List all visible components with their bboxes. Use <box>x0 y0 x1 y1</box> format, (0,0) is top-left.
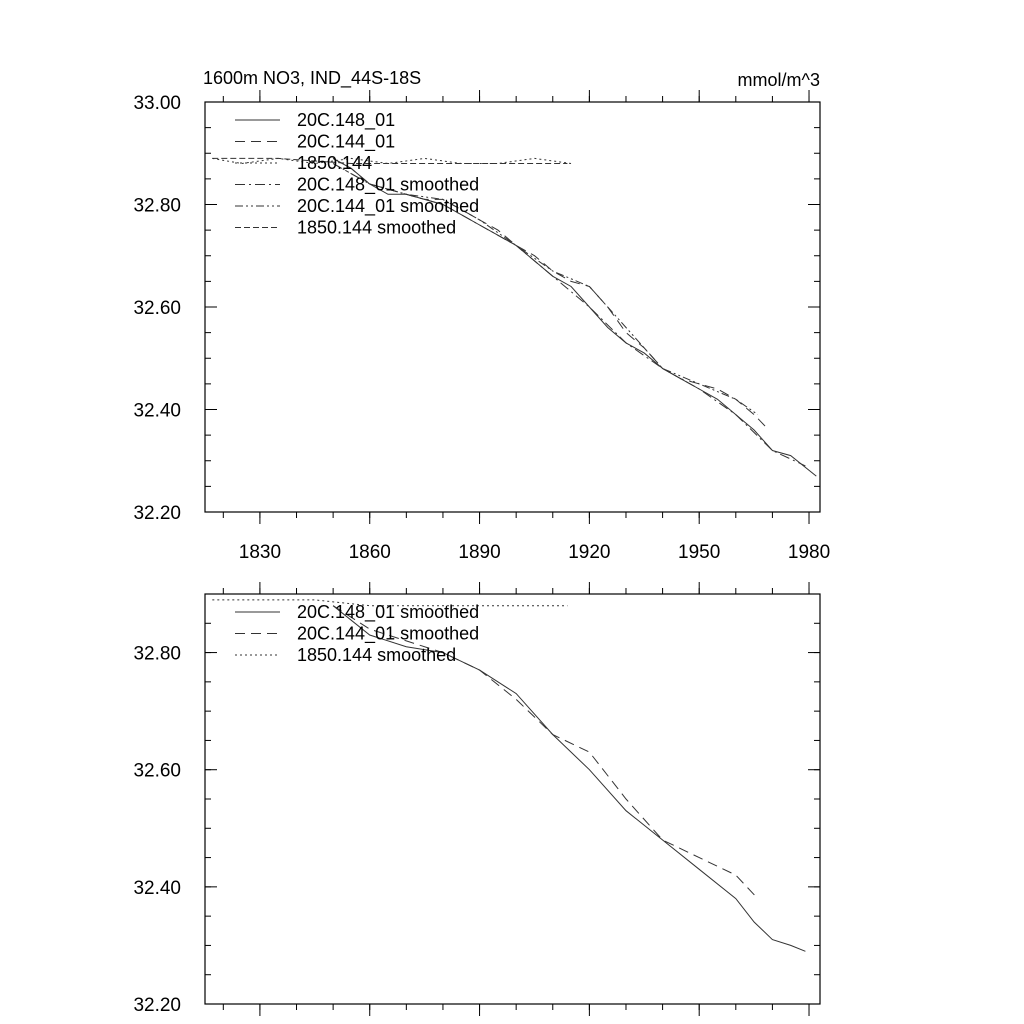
y-tick-label: 32.60 <box>133 760 181 782</box>
y-tick-label: 32.60 <box>133 298 181 319</box>
chart-title: 1600m NO3, IND_44S-18S <box>203 68 422 88</box>
x-tick-label: 1920 <box>568 542 611 563</box>
y-tick-label: 32.20 <box>133 503 181 524</box>
y-tick-label: 32.80 <box>133 195 181 217</box>
x-tick-label: 1950 <box>678 542 721 563</box>
legend-label: 20C.144_01 <box>297 131 396 152</box>
y-tick-label: 32.40 <box>133 400 181 422</box>
y-tick-label: 33.00 <box>133 93 181 114</box>
legend-label: 1850.144 smoothed <box>297 217 457 238</box>
y-tick-label: 32.40 <box>133 877 181 899</box>
top-plot-panel <box>133 90 830 563</box>
legend-label: 20C.144_01 smoothed <box>297 623 480 644</box>
legend-label: 1850.144 smoothed <box>297 645 457 665</box>
legend-label: 20C.148_01 <box>297 110 396 130</box>
legend-label: 20C.144_01 smoothed <box>297 196 480 216</box>
y-tick-label: 32.20 <box>133 995 181 1016</box>
y-tick-label: 32.80 <box>133 643 181 665</box>
x-tick-label: 1980 <box>787 542 831 563</box>
bottom-plot-panel <box>133 582 820 1016</box>
x-tick-label: 1830 <box>238 542 282 563</box>
chart-units-label: mmol/m^3 <box>737 70 820 90</box>
legend-label: 1850.144 <box>297 153 373 173</box>
x-tick-label: 1860 <box>348 542 391 563</box>
legend-label: 20C.148_01 smoothed <box>297 174 480 195</box>
legend-label: 20C.148_01 smoothed <box>297 602 480 622</box>
x-tick-label: 1890 <box>458 542 501 563</box>
